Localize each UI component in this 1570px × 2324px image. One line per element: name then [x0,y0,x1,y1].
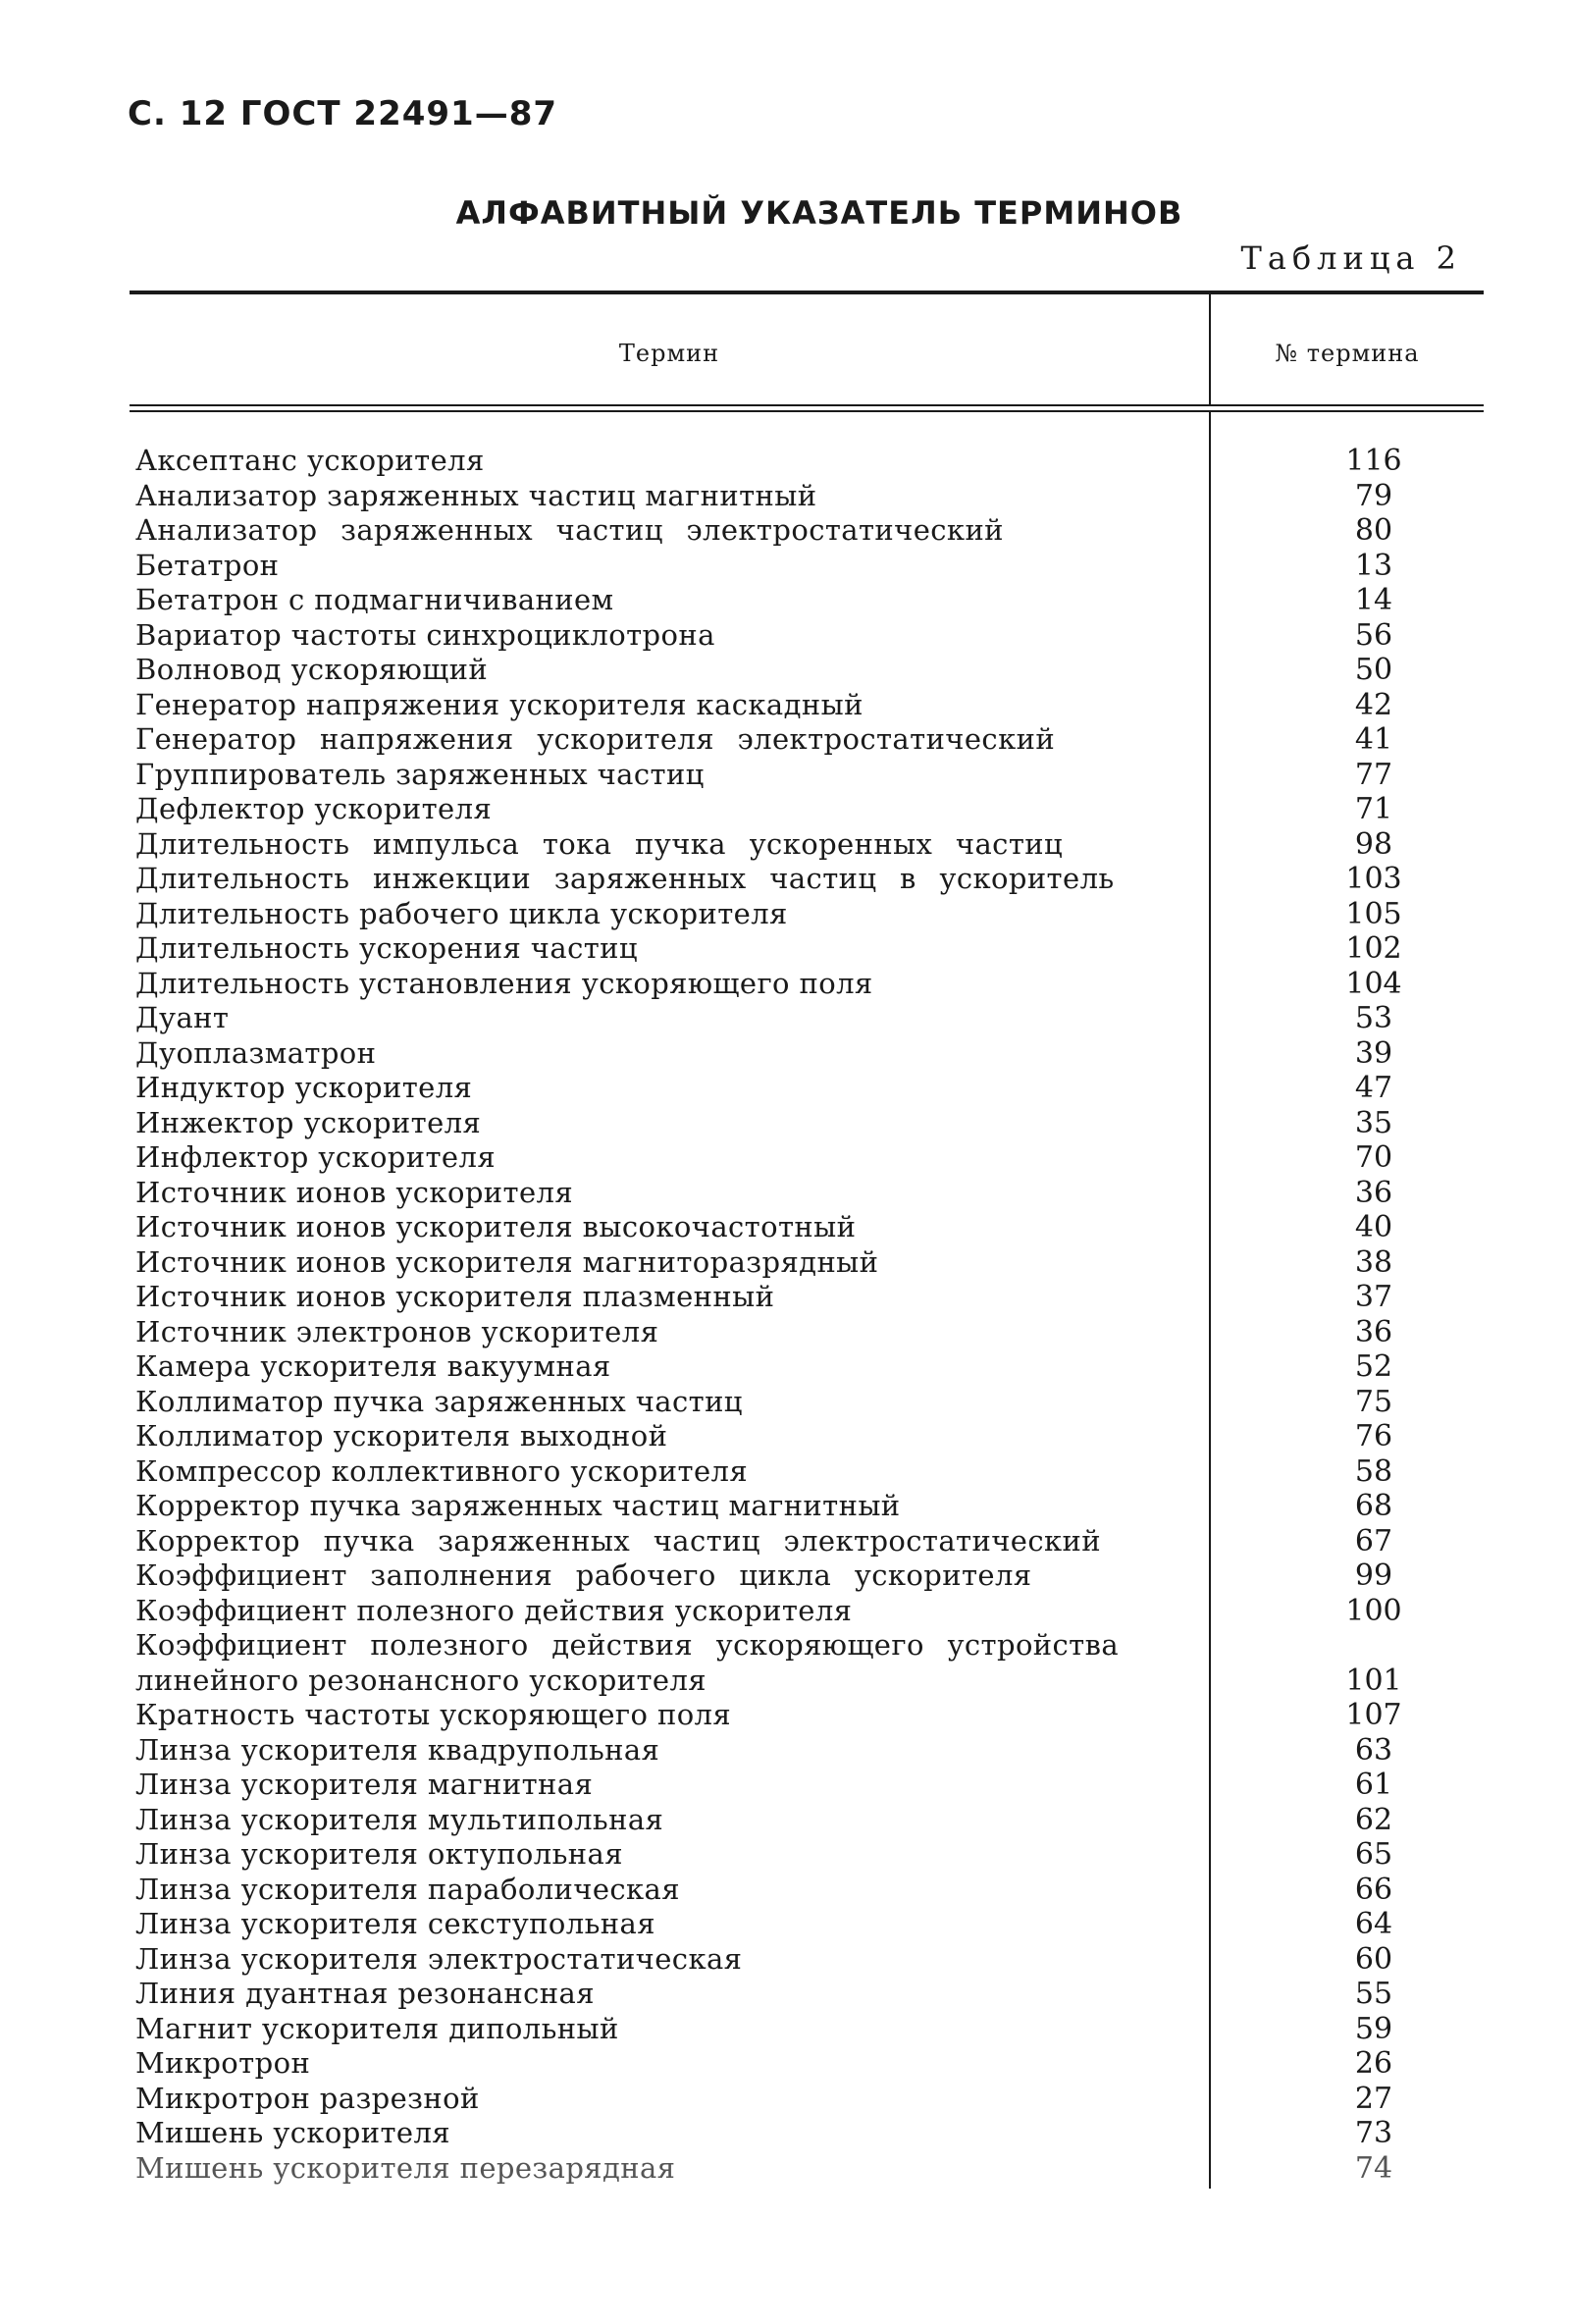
table-row [130,1036,1484,1072]
term-cell: Камера ускорителя вакуумная [135,1349,611,1383]
term-cell: Мишень ускорителя перезарядная [135,2150,676,2185]
table-row [130,1210,1484,1245]
term-cell: линейного резонансного ускорителя [135,1663,706,1697]
table-row [130,1768,1484,1803]
term-cell: Длительность ускорения частиц [135,931,638,965]
term-cell: Коэффициент полезного действия ускоряющего устройства [135,1628,1120,1662]
table-row [130,1977,1484,2012]
term-number-cell: 74 [1354,2150,1393,2186]
table-row [130,2151,1484,2187]
term-number-cell: 105 [1345,896,1402,931]
term-cell: Индуктор ускорителя [135,1071,473,1104]
table-row [130,931,1484,967]
term-cell: Генератор напряжения ускорителя каскадный [135,687,864,721]
term-cell: Инфлектор ускорителя [135,1140,497,1174]
term-cell: Вариатор частоты синхроциклотрона [135,617,715,652]
table-row [130,1628,1484,1664]
term-number-cell: 14 [1354,583,1393,617]
table-row [130,1349,1484,1385]
table-row [130,1698,1484,1733]
term-number-cell: 63 [1354,1732,1393,1768]
term-number-cell: 13 [1354,548,1393,583]
table-row [130,1733,1484,1769]
term-cell: Волновод ускоряющий [135,653,489,686]
term-cell: Дуоплазматрон [135,1035,377,1070]
table-row [130,444,1484,479]
table-row [130,758,1484,793]
table-row [130,653,1484,688]
column-header-number: № термина [1275,340,1420,367]
header-bottom-rule [130,404,1484,406]
table-row [130,1176,1484,1211]
term-number-cell: 98 [1354,826,1393,862]
term-cell: Компрессор коллективного ускорителя [135,1453,749,1488]
term-number-cell: 36 [1354,1314,1393,1349]
term-number-cell: 80 [1354,513,1393,548]
term-number-cell: 68 [1354,1489,1393,1523]
term-cell: Анализатор заряженных частиц электростатический [135,513,1004,547]
term-cell: Линза ускорителя секступольная [135,1907,655,1940]
term-number-cell: 107 [1345,1698,1402,1732]
term-cell: Группирователь заряженных частиц [135,757,705,791]
term-number-cell: 66 [1354,1872,1393,1907]
table-row [130,1419,1484,1454]
term-number-cell: 116 [1345,444,1402,478]
term-cell: Длительность установления ускоряющего поля [135,966,873,1000]
term-number-cell: 38 [1354,1244,1393,1280]
term-number-cell: 47 [1354,1071,1393,1105]
table-row [130,1385,1484,1420]
term-cell: Коэффициент полезного действия ускорителя [135,1593,853,1627]
term-cell: Длительность рабочего цикла ускорителя [135,896,788,930]
term-number-cell: 56 [1354,617,1393,653]
term-cell: Микротрон [135,2046,311,2080]
table-top-rule [130,290,1484,294]
term-cell: Бетатрон [135,548,280,582]
term-cell: Линза ускорителя электростатическая [135,1941,743,1976]
table-row [130,2082,1484,2117]
table-row [130,1803,1484,1838]
page-title: АЛФАВИТНЫЙ УКАЗАТЕЛЬ ТЕРМИНОВ [455,194,1183,232]
term-cell: Источник ионов ускорителя высокочастотный [135,1210,857,1243]
table-row [130,1837,1484,1873]
term-number-cell: 103 [1345,862,1402,896]
table-row [130,513,1484,549]
term-number-cell: 76 [1354,1419,1393,1453]
term-cell: Линза ускорителя октупольная [135,1837,623,1871]
table-row [130,1907,1484,1942]
term-cell: Дуант [135,1001,230,1034]
table-row [130,618,1484,654]
term-number-cell: 70 [1354,1140,1393,1175]
term-cell: Линза ускорителя магнитная [135,1768,594,1801]
term-cell: Длительность импульса тока пучка ускоренных частиц [135,826,1064,861]
term-number-cell: 62 [1354,1802,1393,1837]
table-row [130,1140,1484,1176]
table-label: Таблица 2 [1240,239,1462,277]
term-cell: Источник электронов ускорителя [135,1314,659,1348]
term-cell: Инжектор ускорителя [135,1105,482,1139]
table-row [130,792,1484,827]
term-number-cell: 102 [1345,931,1402,966]
table-row [130,583,1484,618]
table-row [130,1280,1484,1315]
table-row [130,2116,1484,2151]
table-row [130,1106,1484,1141]
table-row [130,1558,1484,1594]
term-cell: Линза ускорителя параболическая [135,1872,680,1906]
term-number-cell: 101 [1345,1663,1402,1698]
term-cell: Линза ускорителя квадрупольная [135,1732,660,1767]
term-number-cell: 61 [1354,1768,1393,1802]
term-number-cell: 52 [1354,1349,1393,1384]
term-cell: Кратность частоты ускоряющего поля [135,1698,732,1731]
term-number-cell: 104 [1345,966,1402,1001]
term-cell: Магнит ускорителя дипольный [135,2011,619,2045]
term-cell: Корректор пучка заряженных частиц магнитный [135,1489,901,1522]
term-cell: Линия дуантная резонансная [135,1977,595,2010]
running-header: С. 12 ГОСТ 22491—87 [128,94,558,133]
term-number-cell: 55 [1354,1977,1393,2011]
term-cell: Коэффициент заполнения рабочего цикла ускорителя [135,1558,1032,1592]
table-row [130,1873,1484,1908]
term-number-cell: 59 [1354,2011,1393,2046]
term-number-cell: 64 [1354,1907,1393,1941]
term-number-cell: 26 [1354,2046,1393,2081]
term-cell: Корректор пучка заряженных частиц электростатический [135,1523,1101,1558]
table-row [130,549,1484,584]
term-number-cell: 99 [1354,1558,1393,1593]
term-cell: Бетатрон с подмагничиванием [135,583,614,616]
term-number-cell: 71 [1354,792,1393,826]
term-number-cell: 35 [1354,1105,1393,1140]
term-number-cell: 73 [1354,2116,1393,2150]
term-number-cell: 27 [1354,2081,1393,2116]
term-number-cell: 65 [1354,1837,1393,1872]
term-cell: Аксептанс ускорителя [135,444,485,477]
term-cell: Коллиматор пучка заряженных частиц [135,1384,743,1418]
term-number-cell: 67 [1354,1523,1393,1558]
term-cell: Микротрон разрезной [135,2081,480,2115]
table-row [130,2046,1484,2082]
table-row [130,1071,1484,1106]
table-row [130,862,1484,897]
term-number-cell: 40 [1354,1210,1393,1244]
term-number-cell: 39 [1354,1035,1393,1071]
table-row [130,1489,1484,1524]
term-number-cell: 60 [1354,1941,1393,1977]
table-row [130,2012,1484,2047]
term-cell: Коллиматор ускорителя выходной [135,1419,668,1452]
term-number-cell: 100 [1345,1593,1402,1628]
term-number-cell: 37 [1354,1280,1393,1314]
table-row [130,688,1484,723]
table-row [130,1664,1484,1699]
term-cell: Мишень ускорителя [135,2116,450,2149]
term-number-cell: 36 [1354,1175,1393,1210]
term-number-cell: 77 [1354,757,1393,792]
term-number-cell: 75 [1354,1384,1393,1419]
table-row [130,1524,1484,1559]
table-row [130,1315,1484,1350]
term-index-table [130,444,1484,2186]
table-row [130,1245,1484,1281]
term-cell: Линза ускорителя мультипольная [135,1802,664,1836]
term-cell: Дефлектор ускорителя [135,792,493,825]
term-number-cell: 79 [1354,478,1393,513]
column-header-term: Термин [618,340,720,367]
term-cell: Длительность инжекции заряженных частиц в ускоритель [135,862,1115,895]
term-number-cell: 42 [1354,687,1393,722]
term-number-cell: 50 [1354,653,1393,687]
header-bottom-rule-double [130,410,1484,412]
term-number-cell: 53 [1354,1001,1393,1035]
table-row [130,722,1484,758]
table-row [130,1594,1484,1629]
term-number-cell: 58 [1354,1453,1393,1489]
term-cell: Источник ионов ускорителя [135,1175,574,1209]
term-cell: Генератор напряжения ускорителя электростатический [135,722,1056,756]
term-number-cell: 41 [1354,722,1393,757]
term-cell: Анализатор заряженных частиц магнитный [135,478,817,512]
table-row [130,1001,1484,1036]
table-row [130,1942,1484,1978]
table-row [130,897,1484,932]
table-row [130,1454,1484,1490]
term-cell: Источник ионов ускорителя магниторазрядный [135,1244,879,1279]
table-row [130,827,1484,863]
term-cell: Источник ионов ускорителя плазменный [135,1280,775,1313]
table-row [130,967,1484,1002]
table-row [130,479,1484,514]
